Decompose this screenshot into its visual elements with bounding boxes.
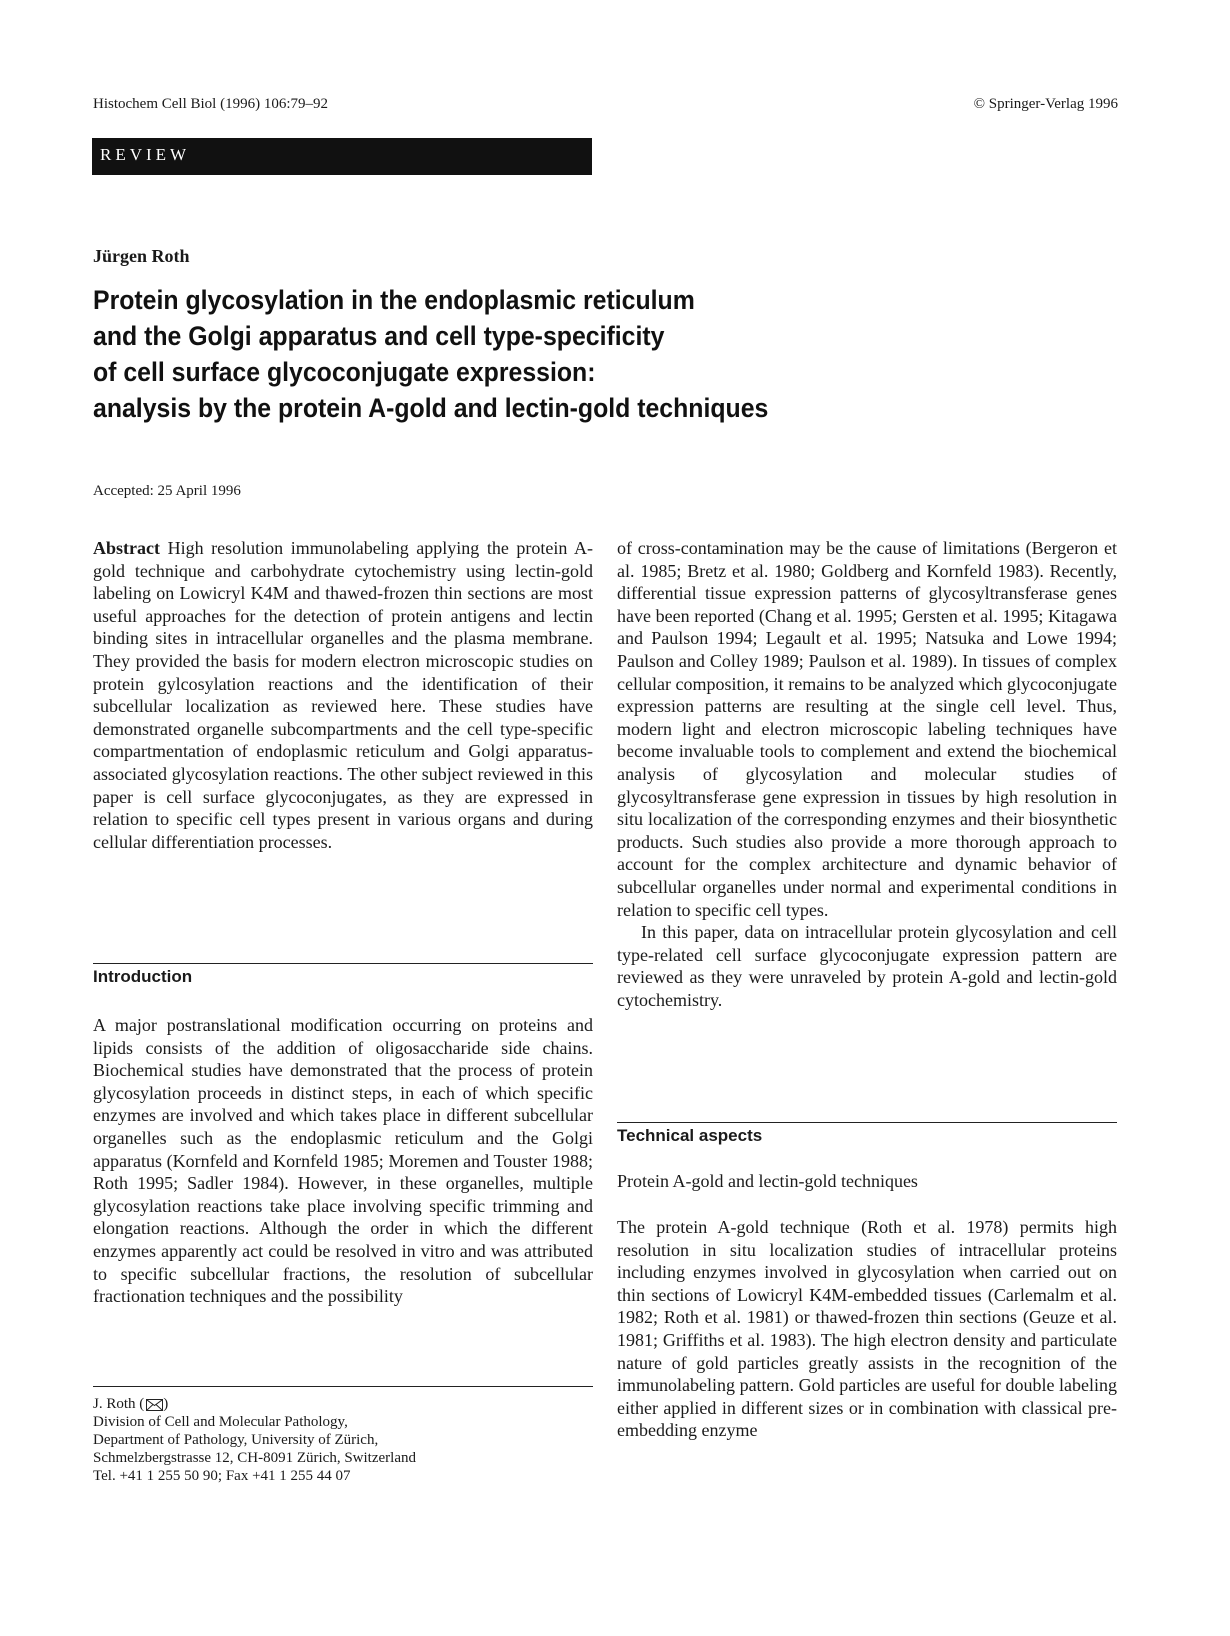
title-line: and the Golgi apparatus and cell type-specificity [93,321,665,351]
title-line: Protein glycosylation in the endoplasmic reticulum [93,285,695,315]
introduction-block [93,1014,593,1308]
abstract-text: High resolution immunolabeling applying the protein A-gold technique and carbohydrate cytochemistry using lectin-gold labeling on Lowicryl K4M and thawed-frozen thin sections are most useful approaches for the detection of protein antigens and lectin binding sites in intracellular organelles and the plasma membrane. They provided the basis for modern electron microscopic studies on protein gylcosylation reactions and the identification of their subcellular localization as reviewed here. These studies have demonstrated organelle subcompartments and the cell type-specific compartmentation of endoplasmic reticulum and Golgi apparatus-associated glycosylation reactions. The other subject reviewed in this paper is cell surface glycoconjugates, as they are expressed in relation to specific cell types present in various organs and during cellular differentiation processes. [93,538,594,852]
section-label-bar: REVIEW [92,138,592,175]
introduction-continuation [617,537,1117,1011]
footnote-line: Division of Cell and Molecular Pathology, [93,1414,348,1430]
article-title [93,282,921,426]
introduction-paragraph: A major postranslational modification occurring on proteins and lipids consists of the addition of oligosaccharide side chains. Biochemical studies have demonstrated that the process of protein glycosylation proceeds in distinct steps, in each of which specific enzymes are involved and which takes place in different subcellular organelles such as the endoplasmic reticulum and the Golgi apparatus (Kornfeld and Kornfeld 1985; Moremen and Touster 1988; Roth 1995; Sadler 1984). However, in these organelles, multiple glycosylation reactions take place involving specific trimming and elongation reactions. Although the order in which the different enzymes apparently act could be resolved in vitro and was attributed to specific subcellular fractions, the resolution of subcellular fractionation techniques and the possibility [93,1015,593,1307]
copyright-notice: © Springer-Verlag 1996 [973,96,1118,112]
continuation-paragraph: of cross-contamination may be the cause of limitations (Bergeron et al. 1985; Bretz et al. 1980; Goldberg and Kornfeld 1983). Recently, differential tissue expression patterns of glycosyltransferase genes have been reported (Chang et al. 1995; Gersten et al. 1995; Kitagawa and Paulson 1994; Legault et al. 1995; Natsuka and Lowe 1994; Paulson and Colley 1989; Paulson et al. 1989). In tissues of complex cellular composition, it remains to be analyzed which glycoconjugate expression patterns are resulting at the single cell level. Thus, modern light and electron microscopic labeling techniques have become invaluable tools to complement and extend the biochemical analysis of glycosylation and molecular studies of glycosyltransferase gene expression in tissues by high resolution in situ localization of the corresponding enzymes and their biosynthetic products. Such studies also provide a more thorough approach to account for the complex architecture and dynamic behavior of subcellular organelles under normal and experimental conditions in relation to specific cell types. [617,538,1117,920]
abstract-label: Abstract [93,538,160,558]
abstract-paragraph [93,537,593,853]
technical-subheading: Protein A-gold and lectin-gold techniques [617,1171,918,1191]
technical-paragraph: The protein A-gold technique (Roth et al. 1978) permits high resolution in situ localization studies of intracellular proteins including enzymes involved in glycosylation when carried out on thin sections of Lowicryl K4M-embedded tissues (Carlemalm et al. 1982; Roth et al. 1981) or thawed-frozen thin sections (Geuze et al. 1981; Griffiths et al. 1983). The high electron density and particulate nature of gold particles greatly assists in the recognition of the immunolabeling pattern. Gold particles are useful for double labeling either applied in different sizes or in combination with classical pre-embedding enzyme [617,1217,1117,1441]
footnote-line: Schmelzbergstrasse 12, CH-8091 Zürich, Switzerland [93,1450,416,1466]
section-divider [617,1122,1117,1123]
introduction-paragraph-2: In this paper, data on intracellular protein glycosylation and cell type-related cell surface glycoconjugate expression pattern are reviewed as they were unraveled by protein A-gold and lectin-gold cytochemistry. [617,922,1117,1010]
section-divider [93,963,593,964]
technical-block [617,1216,1117,1442]
accepted-date: Accepted: 25 April 1996 [93,483,241,499]
journal-citation: Histochem Cell Biol (1996) 106:79–92 [93,96,328,112]
abstract-block [93,537,593,853]
technical-heading: Technical aspects [617,1126,763,1145]
title-line: of cell surface glycoconjugate expression: [93,357,596,387]
author-footnote: J. Roth ( ) Division of Cell and Molecular Pathology, Department of Pathology, University of Zürich, Schmelzbergstrasse 12, CH-8091 Zürich, Switzerland Tel. +41 1 255 50 90; Fax +41 1 255 44 07 [93,1396,416,1484]
footnote-divider [93,1386,593,1387]
envelope-icon [146,1399,163,1411]
footnote-line: Tel. +41 1 255 50 90; Fax +41 1 255 44 07 [93,1468,351,1484]
introduction-heading: Introduction [93,967,193,986]
author-name: Jürgen Roth [93,246,190,266]
footnote-author: J. Roth [93,1396,136,1412]
title-line: analysis by the protein A-gold and lectin-gold techniques [93,393,769,423]
footnote-line: Department of Pathology, University of Zürich, [93,1432,379,1448]
